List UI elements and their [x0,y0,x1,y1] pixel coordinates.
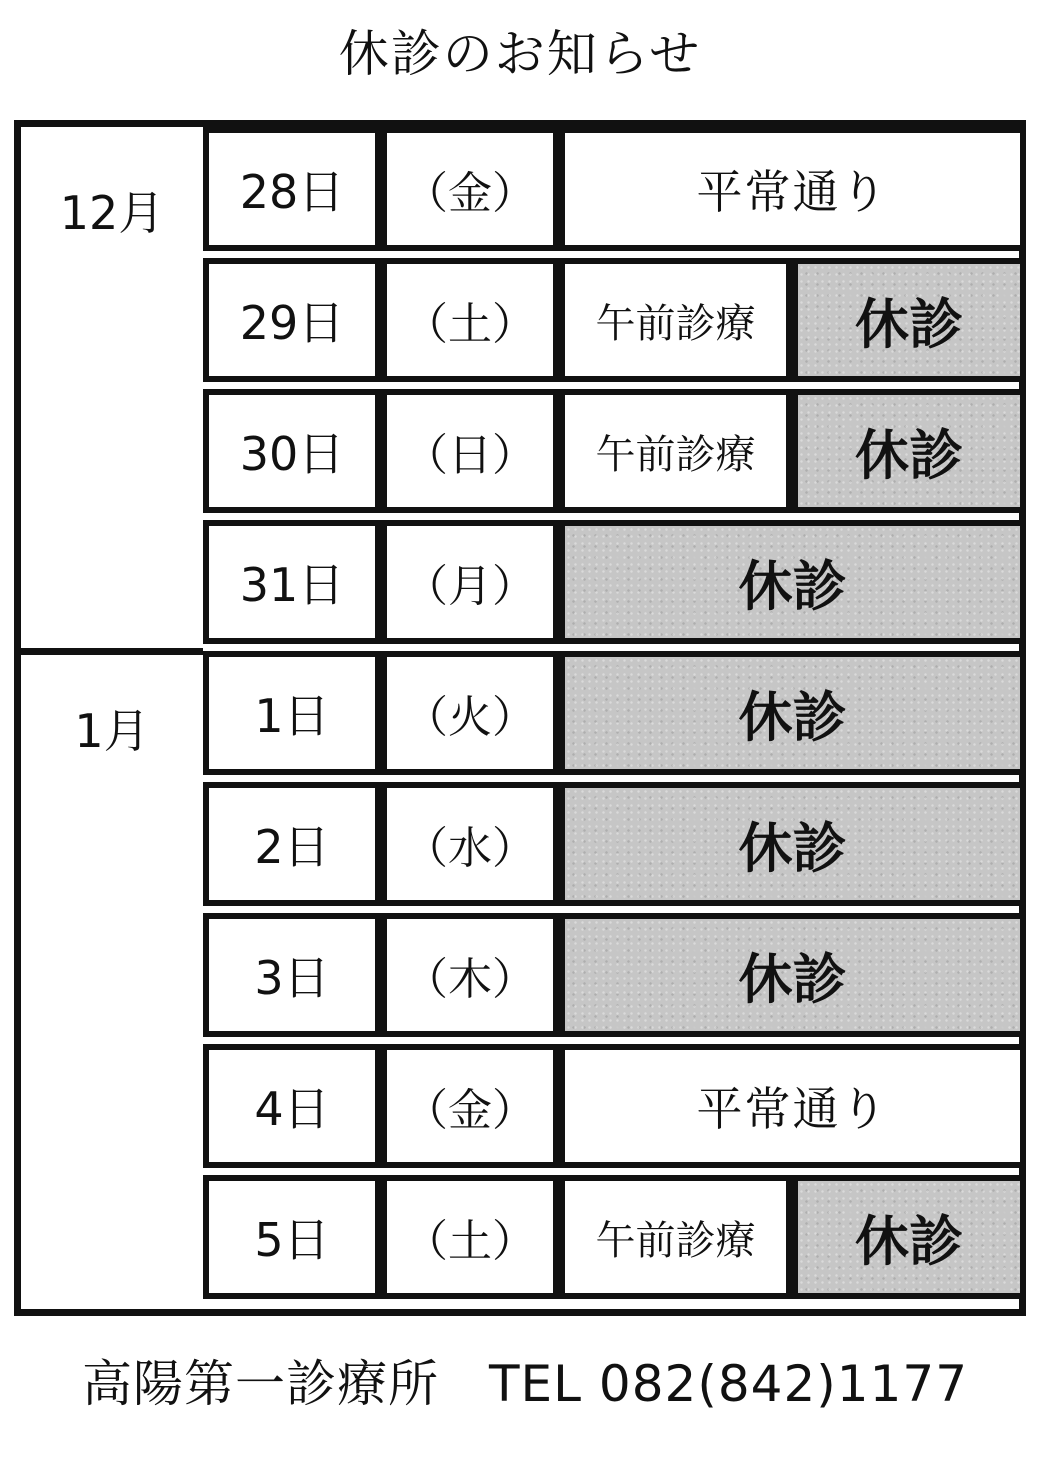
table-row [203,1044,1026,1175]
weekday-cell: （日） [381,389,559,513]
schedule-table [14,120,1026,1316]
closed-cell: 休診 [792,1175,1026,1299]
date-cell: 29日 [203,258,381,382]
closed-cell: 休診 [559,782,1026,906]
morning-clinic-cell: 午前診療 [559,389,792,513]
weekday-cell: （水） [381,782,559,906]
weekday-cell: （火） [381,651,559,775]
month-divider [21,648,203,655]
closed-cell: 休診 [559,520,1026,644]
closed-cell: 休診 [559,913,1026,1037]
table-row [203,258,1026,389]
table-row [203,782,1026,913]
table-row [203,389,1026,520]
status-open-cell: 平常通り [559,127,1026,251]
table-row [203,127,1026,258]
footer-contact [82,1344,1002,1416]
table-row [203,651,1026,782]
table-row [203,1175,1026,1306]
date-cell: 30日 [203,389,381,513]
morning-clinic-cell: 午前診療 [559,1175,792,1299]
date-cell: 5日 [203,1175,381,1299]
date-cell: 31日 [203,520,381,644]
date-cell: 2日 [203,782,381,906]
status-open-cell: 平常通り [559,1044,1026,1168]
date-cell: 28日 [203,127,381,251]
month-label-january: 1月 [74,704,150,758]
weekday-cell: （土） [381,258,559,382]
clinic-name: 高陽第一診療所 [82,1355,439,1413]
date-cell: 3日 [203,913,381,1037]
date-cell: 4日 [203,1044,381,1168]
weekday-cell: （金） [381,127,559,251]
table-row [203,520,1026,651]
closed-cell: 休診 [792,389,1026,513]
weekday-cell: （月） [381,520,559,644]
weekday-cell: （木） [381,913,559,1037]
page-title: 休診のお知らせ [338,25,702,83]
date-cell: 1日 [203,651,381,775]
weekday-cell: （土） [381,1175,559,1299]
weekday-cell: （金） [381,1044,559,1168]
month-label-december: 12月 [59,186,165,240]
phone-number: TEL 082(842)1177 [489,1355,969,1413]
morning-clinic-cell: 午前診療 [559,258,792,382]
table-row [203,913,1026,1044]
closed-cell: 休診 [792,258,1026,382]
closed-cell: 休診 [559,651,1026,775]
